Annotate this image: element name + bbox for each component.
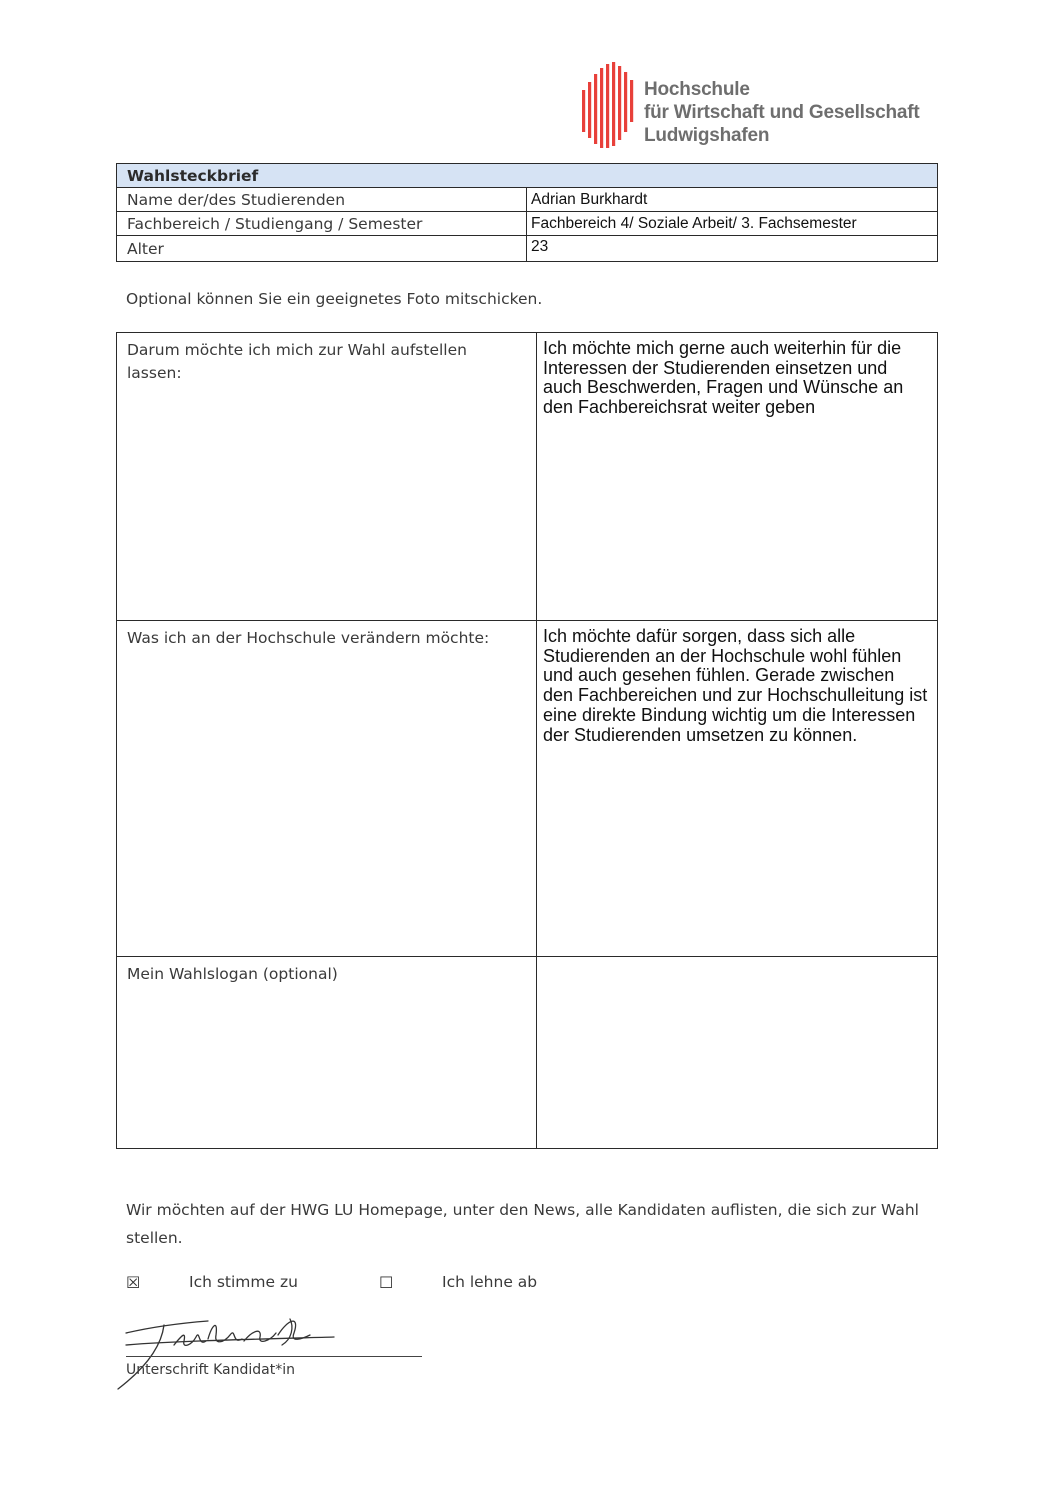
decline-label: Ich lehne ab <box>442 1273 538 1291</box>
table-row <box>117 333 938 621</box>
motivation-answer[interactable]: Ich möchte mich gerne auch weiterhin für die Interessen der Studierenden einsetzen und auch Beschwerden, Fragen und Wünsche an den Fachbereichsrat weiter geben <box>537 333 938 621</box>
name-label: Name der/des Studierenden <box>117 188 527 212</box>
info-table-header: Wahlsteckbrief <box>117 164 938 188</box>
agree-label: Ich stimme zu <box>189 1273 298 1291</box>
table-row <box>117 957 938 1149</box>
logo-line-1: Hochschule <box>644 79 750 100</box>
changes-answer[interactable]: Ich möchte dafür sorgen, dass sich alle Studierenden an der Hochschule wohl fühlen und auch gesehen fühlen. Gerade zwischen den Fachbereichen und zur Hochschulleitung ist eine direkte Bindung wichtig um die Interessen der Studierenden umsetzen zu können. <box>537 621 938 957</box>
slogan-answer[interactable] <box>537 957 938 1149</box>
age-label: Alter <box>117 236 527 262</box>
table-row <box>117 212 938 236</box>
university-logo-text <box>644 78 920 147</box>
signature-line <box>126 1356 422 1357</box>
agree-checkbox[interactable]: ☒ <box>126 1273 141 1292</box>
slogan-label: Mein Wahlslogan (optional) <box>117 957 537 1149</box>
department-label: Fachbereich / Studiengang / Semester <box>117 212 527 236</box>
logo-line-3: Ludwigshafen <box>644 125 770 146</box>
university-logo-icon <box>580 62 638 148</box>
table-row <box>117 188 938 212</box>
info-table <box>116 163 938 262</box>
signature-label: Unterschrift Kandidat*in <box>126 1362 295 1378</box>
table-row <box>117 236 938 262</box>
photo-note: Optional können Sie ein geeignetes Foto mitschicken. <box>126 290 543 308</box>
age-value[interactable]: 23 <box>527 236 938 262</box>
questions-table <box>116 332 938 1149</box>
table-row <box>117 621 938 957</box>
motivation-label: Darum möchte ich mich zur Wahl aufstellen lassen: <box>117 333 537 621</box>
department-value[interactable]: Fachbereich 4/ Soziale Arbeit/ 3. Fachsemester <box>527 212 938 236</box>
changes-label: Was ich an der Hochschule verändern möchte: <box>117 621 537 957</box>
handwritten-signature-icon <box>112 1305 352 1395</box>
name-value[interactable]: Adrian Burkhardt <box>527 188 938 212</box>
consent-text: Wir möchten auf der HWG LU Homepage, unter den News, alle Kandidaten auflisten, die sich zur Wahl stellen. <box>126 1201 919 1247</box>
decline-checkbox[interactable]: ☐ <box>379 1273 394 1292</box>
logo-line-2: für Wirtschaft und Gesellschaft <box>644 102 920 123</box>
